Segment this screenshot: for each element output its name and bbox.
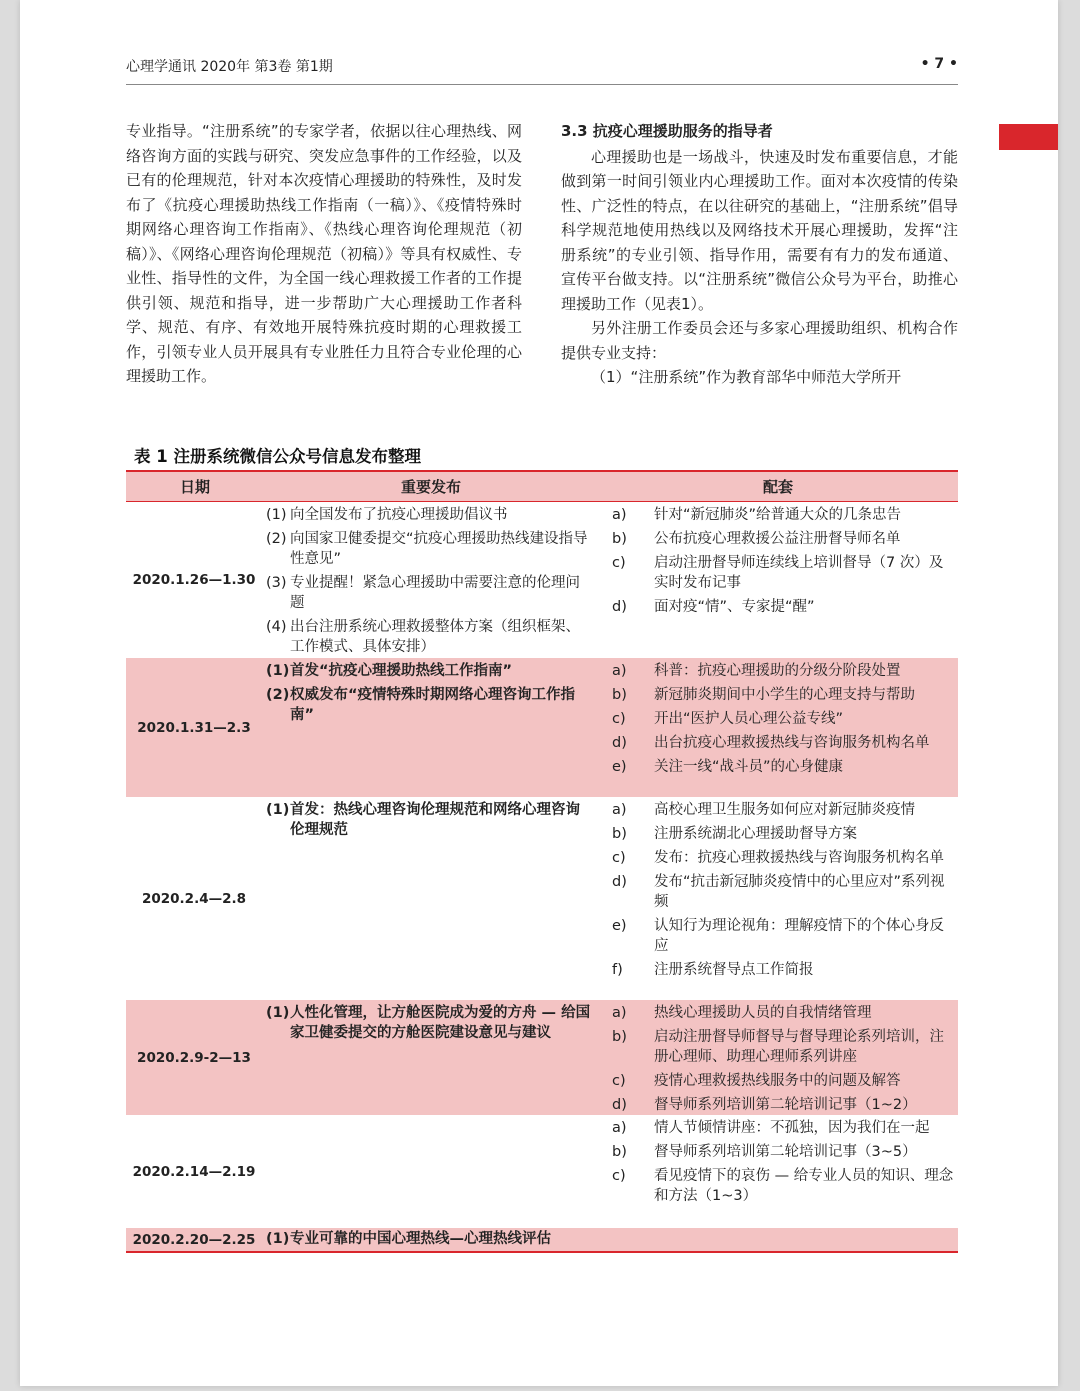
- publication-item: (4) 出台注册系统心理救援整体方案（组织框架、工作模式、具体安排）: [266, 619, 580, 655]
- table-row: [126, 502, 958, 658]
- header-publication: 重要发布: [400, 478, 461, 496]
- info-table: [126, 470, 958, 1253]
- row-date: 2020.2.4—2.8: [141, 890, 247, 907]
- support-item: a) 情人节倾情讲座：不孤独，因为我们在一起: [612, 1120, 930, 1136]
- support-item: c) 启动注册督导师连续线上培训督导（7 次）及实时发布记事: [612, 555, 944, 591]
- support-item: a) 针对“新冠肺炎”给普通大众的几条忠告: [612, 507, 902, 523]
- row-publications: [260, 1115, 598, 1228]
- row-date: 2020.1.26—1.30: [132, 572, 256, 588]
- left-column: [126, 119, 522, 389]
- publication-item: (1) 首发：热线心理咨询伦理规范和网络心理咨询伦理规范: [266, 802, 580, 838]
- support-item: d) 发布“抗击新冠肺炎疫情中的心里应对”系列视频: [612, 874, 945, 910]
- publication-item: (2) 向国家卫健委提交“抗疫心理援助热线建设指导性意见”: [266, 531, 588, 567]
- row-date: 2020.2.20—2.25: [132, 1231, 256, 1248]
- support-item: b) 启动注册督导师督导与督导理论系列培训，注册心理师、助理心理师系列讲座: [612, 1029, 944, 1065]
- publication-item: (3) 专业提醒！紧急心理援助中需要注意的伦理问题: [266, 575, 580, 611]
- support-item: f) 注册系统督导点工作简报: [612, 962, 814, 978]
- row-supports: [598, 502, 958, 658]
- support-item: b) 注册系统湖北心理援助督导方案: [612, 826, 857, 842]
- table-row: [126, 1000, 958, 1115]
- row-supports: [598, 797, 958, 1000]
- right-paragraph-2: 另外注册工作委员会还与多家心理援助组织、机构合作提供专业支持：: [561, 319, 958, 362]
- row-supports: [598, 1115, 958, 1228]
- row-publications: [260, 1000, 598, 1115]
- header-support: 配套: [762, 478, 793, 496]
- publication-item: (2) 权威发布“疫情特殊时期网络心理咨询工作指南”: [266, 687, 576, 723]
- table-title: 表 1 注册系统微信公众号信息发布整理: [134, 447, 421, 466]
- row-date: 2020.2.14—2.19: [132, 1163, 256, 1180]
- row-date: 2020.2.9-2—13: [137, 1049, 251, 1066]
- support-item: d) 出台抗疫心理救援热线与咨询服务机构名单: [612, 735, 930, 751]
- publication-item: (1) 首发“抗疫心理援助热线工作指南”: [266, 663, 513, 679]
- journal-issue: 心理学通讯 2020年 第3卷 第1期: [126, 59, 333, 75]
- support-item: b) 公布抗疫心理救援公益注册督导师名单: [612, 531, 901, 547]
- right-paragraph-1: 心理援助也是一场战斗，快速及时发布重要信息，才能做到第一时间引领业内心理援助工作。面对本次疫情的传染性、广泛性的特点，在以往研究的基础上，“注册系统”倡导科学规范地使用热线以及网络技术开展心理援助，发挥“注册系统”的专业引领、指导作用，需要有有力的发布通道、宣传平台做支持。以“注册系统”微信公众号为平台，助推心理援助工作（见表1）。: [561, 147, 958, 313]
- publication-item: (1) 向全国发布了抗疫心理援助倡议书: [266, 507, 508, 523]
- support-item: a) 高校心理卫生服务如何应对新冠肺炎疫情: [612, 802, 915, 818]
- row-supports: [598, 1228, 958, 1251]
- support-item: a) 热线心理援助人员的自我情绪管理: [612, 1005, 872, 1021]
- row-publications: [260, 658, 598, 797]
- support-item: d) 督导师系列培训第二轮培训记事（1~2）: [612, 1097, 917, 1113]
- support-item: b) 督导师系列培训第二轮培训记事（3~5）: [612, 1144, 917, 1160]
- table-row: [126, 658, 958, 797]
- support-item: a) 科普：抗疫心理援助的分级分阶段处置: [612, 663, 901, 679]
- row-supports: [598, 658, 958, 797]
- support-item: c) 发布：抗疫心理救援热线与咨询服务机构名单: [612, 850, 944, 866]
- section-title: 3.3 抗疫心理援助服务的指导者: [561, 122, 773, 140]
- row-publications: [260, 1228, 598, 1251]
- row-publications: [260, 797, 598, 1000]
- support-item: e) 认知行为理论视角：理解疫情下的个体心身反应: [612, 918, 944, 954]
- row-date: 2020.1.31—2.3: [137, 719, 251, 736]
- table-row: [126, 1228, 958, 1251]
- section-tab-marker: [999, 124, 1058, 150]
- support-item: b) 新冠肺炎期间中小学生的心理支持与帮助: [612, 687, 915, 703]
- support-item: d) 面对疫“情”、专家提“醒”: [612, 599, 815, 615]
- right-column: [561, 119, 958, 390]
- right-paragraph-3: （1）“注册系统”作为教育部华中师范大学所开: [591, 368, 902, 386]
- row-publications: [260, 502, 598, 658]
- table-row: [126, 797, 958, 1000]
- journal-page: [20, 0, 1058, 1386]
- support-item: c) 看见疫情下的哀伤 — 给专业人员的知识、理念和方法（1~3）: [612, 1168, 954, 1204]
- support-item: c) 疫情心理救援热线服务中的问题及解答: [612, 1073, 901, 1089]
- header-divider: [126, 84, 958, 85]
- row-supports: [598, 1000, 958, 1115]
- support-item: c) 开出“医护人员心理公益专线”: [612, 711, 844, 727]
- support-item: e) 关注一线“战斗员”的心身健康: [612, 759, 844, 775]
- table-row: [126, 1115, 958, 1228]
- publication-item: (1) 人性化管理，让方舱医院成为爱的方舟 — 给国家卫健委提交的方舱医院建设意见与建议: [266, 1005, 591, 1041]
- left-paragraph: 专业指导。“注册系统”的专家学者，依据以往心理热线、网络咨询方面的实践与研究、突发应急事件的工作经验，以及已有的伦理规范，针对本次疫情心理援助的特殊性，及时发布了《抗疫心理援助热线工作指南（一稿）》、《疫情特殊时期网络心理咨询工作指南》、《热线心理咨询伦理规范（初稿）》、《网络心理咨询伦理规范（初稿）》等具有权威性、专业性、指导性的文件，为全国一线心理救援工作者的工作提供引领、规范和指导，进一步帮助广大心理援助工作者科学、规范、有序、有效地开展特殊抗疫时期的心理救援工作，引领专业人员开展具有专业胜任力且符合专业伦理的心理援助工作。: [126, 122, 522, 385]
- header-date: 日期: [179, 478, 210, 496]
- table-header: [126, 472, 958, 501]
- table-bottom-rule: [126, 1251, 958, 1253]
- running-header: [126, 56, 958, 82]
- page-number: • 7 •: [920, 56, 958, 72]
- publication-item: (1) 专业可靠的中国心理热线—心理热线评估: [266, 1231, 551, 1247]
